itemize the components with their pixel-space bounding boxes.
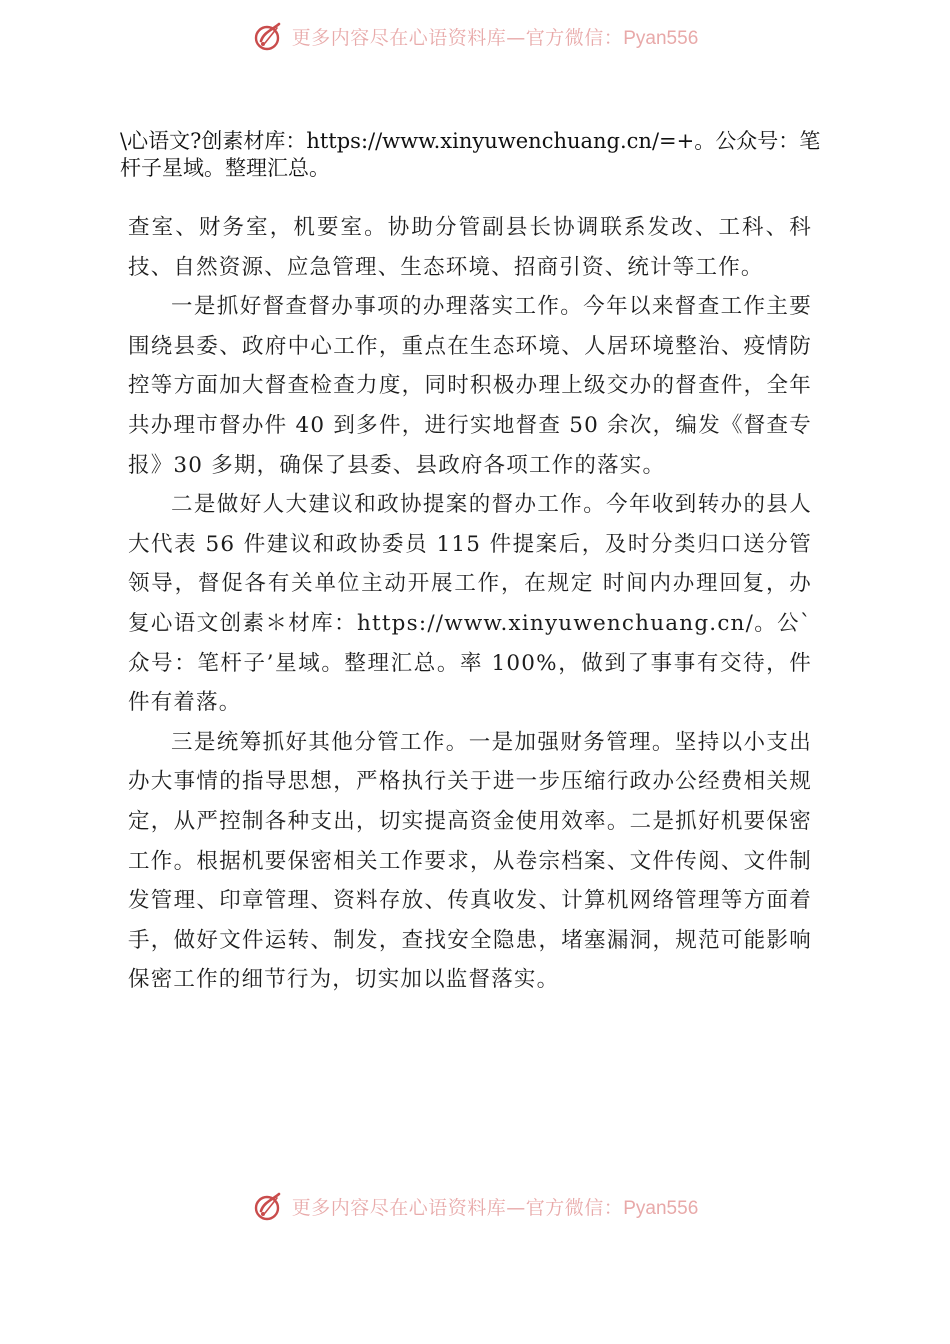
paragraph-1: 查室、财务室，机要室。协助分管副县长协调联系发改、工科、科技、自然资源、应急管理、生态环境、招商引资、统计等工作。 [128, 215, 812, 280]
paragraph-3: 二是做好人大建议和政协提案的督办工作。今年收到转办的县人大代表 56 件建议和政协委员 115 件提案后，及时分类归口送分管领导，督促各有关单位主动开展工作，在规定 时间内办理回复，办复心语文创素＊材库：https://www.xinyuwenchuang.cn/。公`众号：笔杆子’星域。整理汇总。率 100%，做到了事事有交待，件件有着落。 [128, 492, 812, 716]
paragraph-4: 三是统筹抓好其他分管工作。一是加强财务管理。坚持以小支出办大事情的指导思想，严格执行关于进一步压缩行政办公经费相关规定，从严控制各种支出，切实提高资金使用效率。二是抓好机要保密工作。根据机要保密相关工作要求，从卷宗档案、文件传阅、文件制发管理、印章管理、资料存放、传真收发、计算机网络管理等方面着手，做好文件运转、制发，查找安全隐患，堵塞漏洞，规范可能影响保密工作的细节行为，切实加以监督落实。 [128, 729, 812, 993]
banner-label: 更多内容尽在心语资料库—官方微信： [291, 26, 624, 49]
wechat-id: Pyan556 [623, 1197, 699, 1219]
document-body [128, 208, 812, 1000]
banner-text [292, 23, 699, 50]
wechat-id: Pyan556 [623, 27, 699, 49]
footer-banner [0, 1184, 950, 1228]
source-note: \心语文?创素材库：https://www.xinyuwenchuang.cn/=+。公众号：笔杆子星域。整理汇总。 [120, 129, 821, 180]
header-banner [0, 14, 950, 58]
banner-text [292, 1193, 699, 1220]
banner-label: 更多内容尽在心语资料库—官方微信： [291, 1196, 624, 1219]
paragraph-2: 一是抓好督查督办事项的办理落实工作。今年以来督查工作主要围绕县委、政府中心工作，重点在生态环境、人居环境整治、疫情防控等方面加大督查检查力度，同时积极办理上级交办的督查件，全年共办理市督办件 40 到多件，进行实地督查 50 余次，编发《督查专报》30 多期，确保了县委、县政府各项工作的落实。 [128, 294, 812, 478]
logo-icon [252, 19, 286, 53]
logo-icon [252, 1189, 286, 1223]
